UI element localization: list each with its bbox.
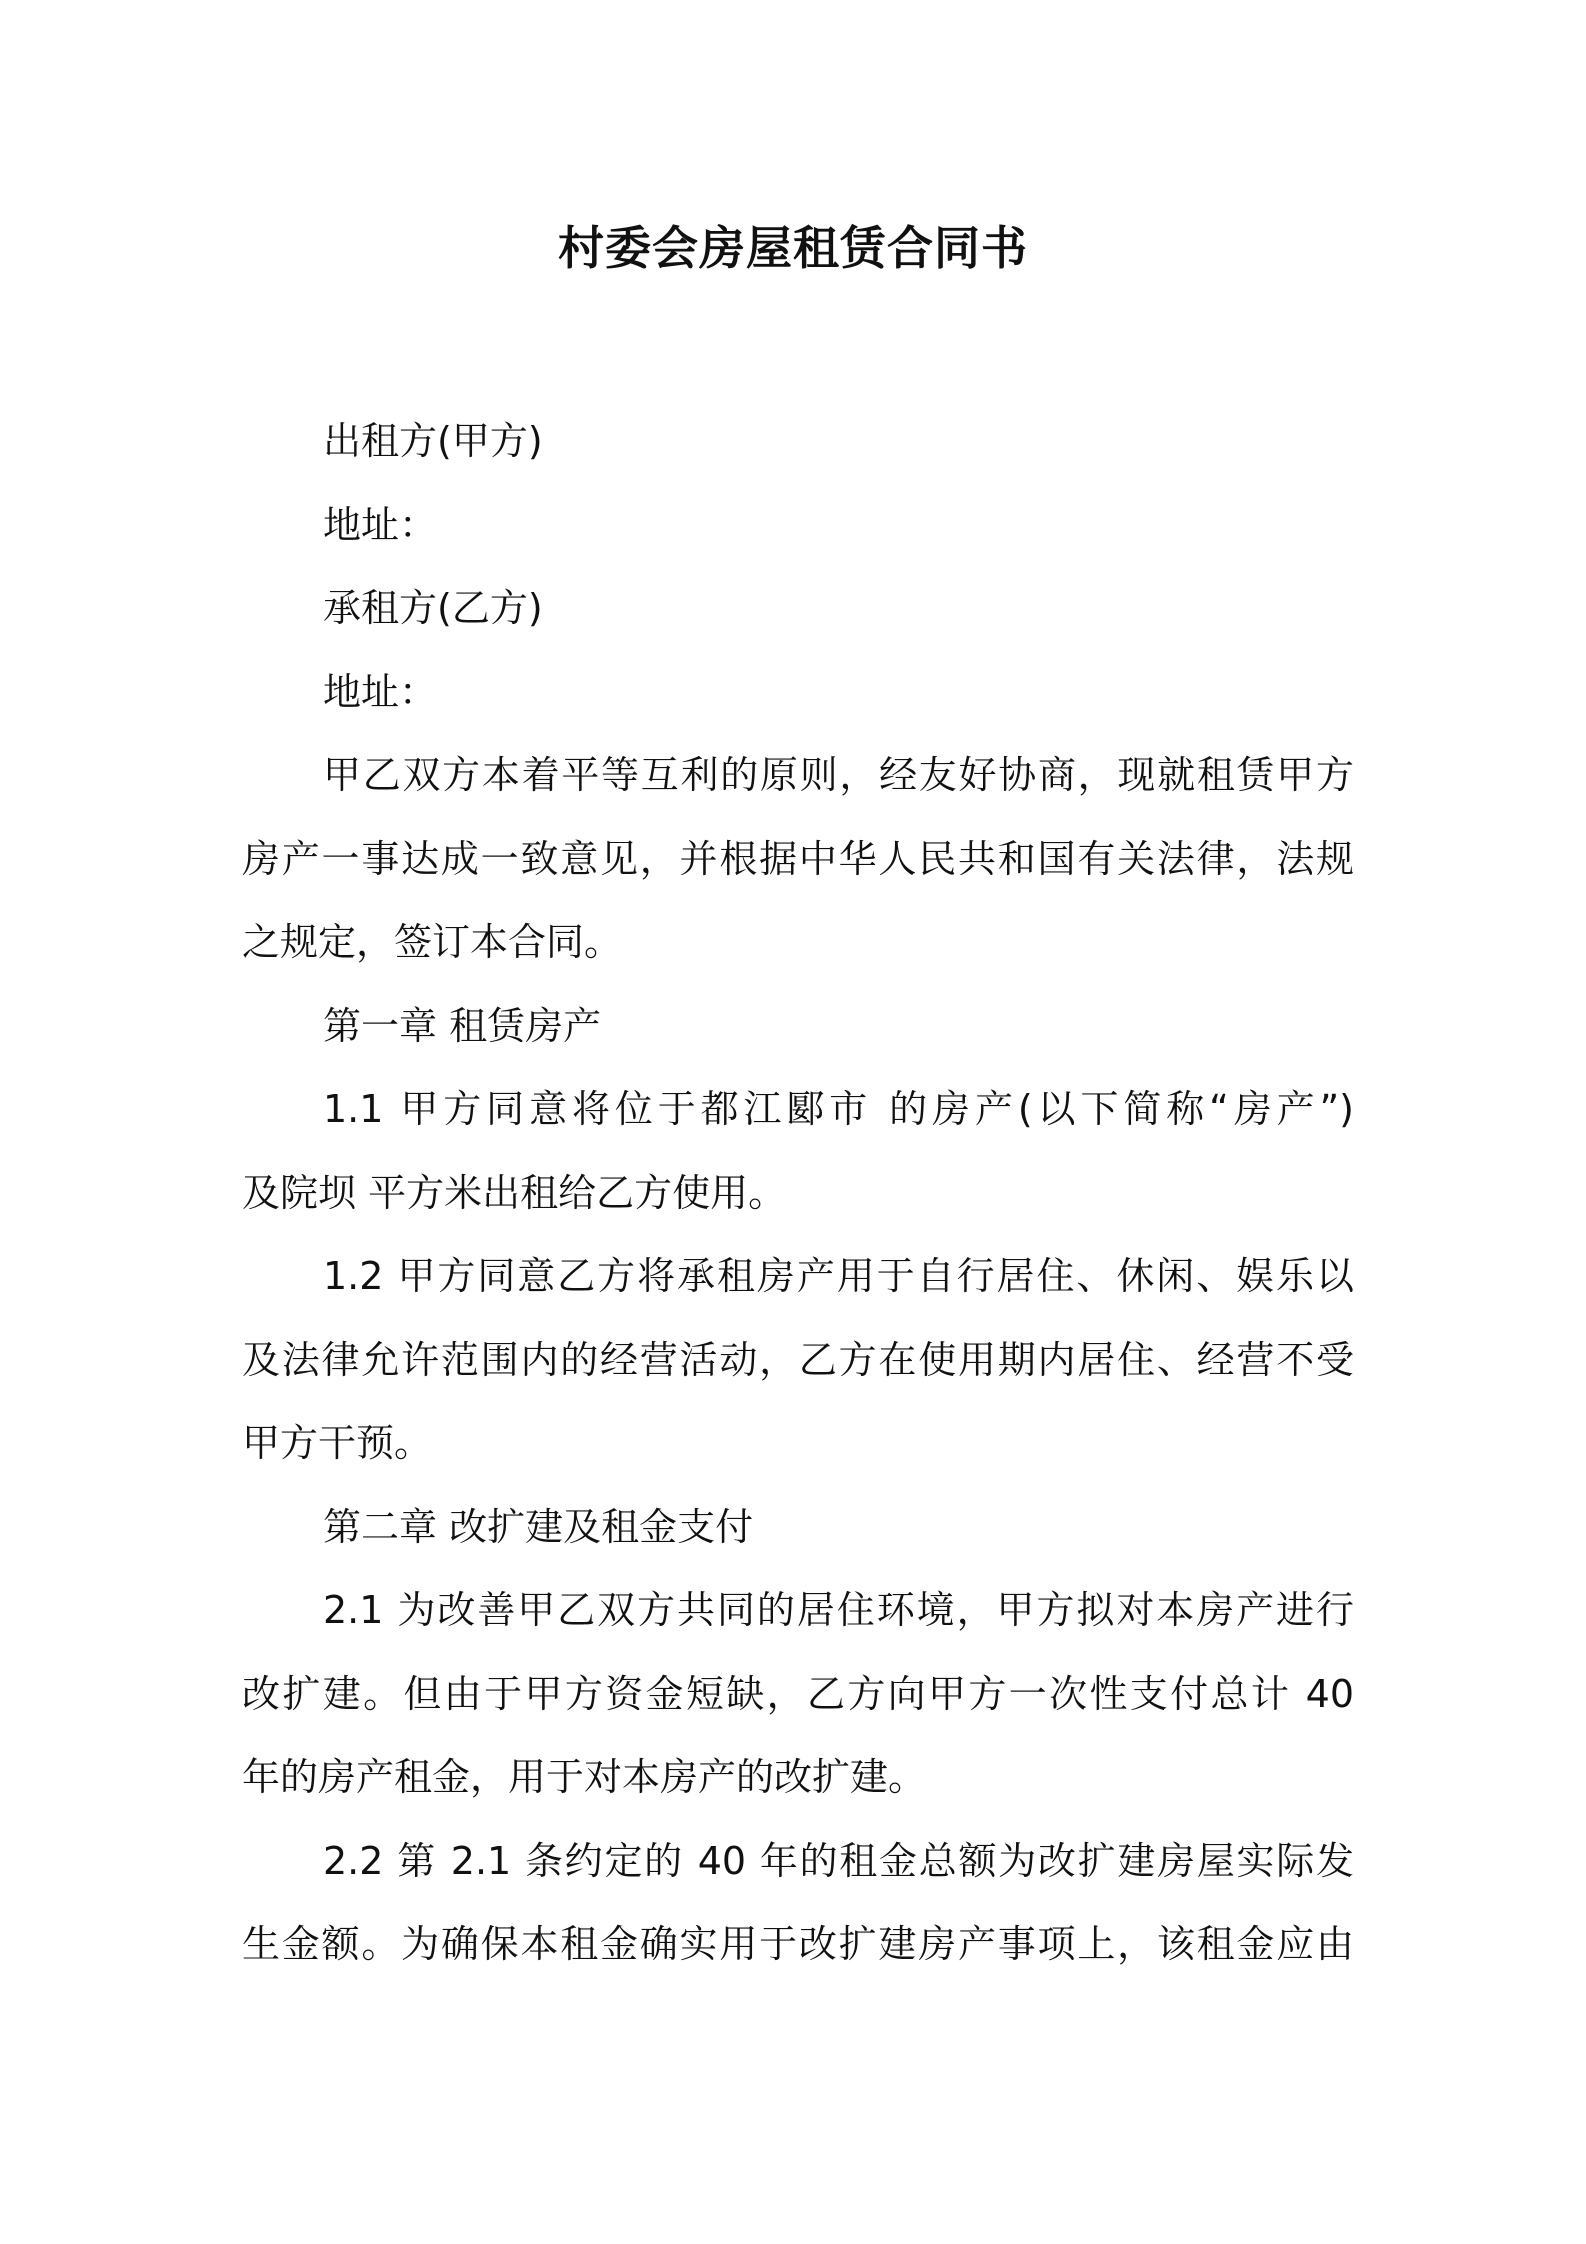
- lessor-label: 出租方(甲方): [323, 419, 543, 463]
- chapter-heading: 第二章 改扩建及租金支付: [323, 1504, 754, 1549]
- clause-line: 1.2 甲方同意乙方将承租房产用于自行居住、休闲、娱乐以: [323, 1254, 1354, 1298]
- clause-line: 生金额。为确保本租金确实用于改扩建房产事项上，该租金应由: [242, 1922, 1354, 1966]
- clause-line: 2.1 为改善甲乙双方共同的居住环境，甲方拟对本房产进行: [323, 1588, 1354, 1632]
- clause-line: 及院坝 平方米出租给乙方使用。: [242, 1170, 787, 1215]
- lessee-label: 承租方(乙方): [323, 586, 543, 630]
- clause-line: 及法律允许范围内的经营活动，乙方在使用期内居住、经营不受: [242, 1337, 1354, 1382]
- document-title: 村委会房屋租赁合同书: [558, 221, 1028, 275]
- clause-line: 甲方干预。: [242, 1421, 433, 1465]
- document-body: [242, 400, 1354, 1987]
- clause-line: 年的房产租金，用于对本房产的改扩建。: [242, 1755, 927, 1799]
- preamble-line: 房产一事达成一致意见，并根据中华人民共和国有关法律，法规: [242, 836, 1354, 881]
- preamble-line: 甲乙双方本着平等互利的原则，经友好协商，现就租赁甲方: [323, 753, 1354, 797]
- lessor-address-label: 地址：: [323, 502, 438, 547]
- lessee-address-label: 地址：: [323, 669, 438, 714]
- chapter-heading: 第一章 租赁房产: [323, 1003, 602, 1048]
- clause-line: 改扩建。但由于甲方资金短缺，乙方向甲方一次性支付总计 40: [242, 1671, 1354, 1716]
- clause-line: 1.1 甲方同意将位于都江郾市 的房产(以下简称“房产”): [323, 1087, 1354, 1131]
- clause-line: 2.2 第 2.1 条约定的 40 年的租金总额为改扩建房屋实际发: [323, 1838, 1354, 1883]
- preamble-line: 之规定，签订本合同。: [242, 920, 623, 964]
